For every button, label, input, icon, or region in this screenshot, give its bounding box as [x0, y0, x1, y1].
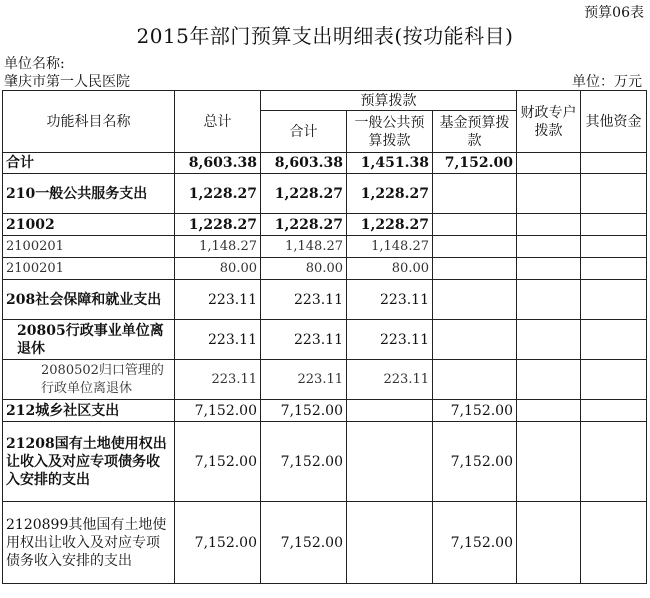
- special-cell: [517, 153, 581, 174]
- subject-cell: 210一般公共服务支出: [3, 174, 175, 214]
- general-cell: 1,148.27: [347, 236, 433, 258]
- special-cell: [517, 174, 581, 214]
- total-cell: 8,603.38: [175, 153, 261, 174]
- header-fund: 基金预算拨款: [433, 111, 517, 153]
- table-row: [3, 174, 647, 214]
- general-cell: 80.00: [347, 258, 433, 280]
- table-row: [3, 236, 647, 258]
- sum-cell: 7,152.00: [261, 502, 347, 584]
- fund-cell: 7,152.00: [433, 400, 517, 422]
- sum-cell: 1,228.27: [261, 214, 347, 236]
- total-cell: 80.00: [175, 258, 261, 280]
- other-cell: [581, 153, 647, 174]
- subject-cell: 212城乡社区支出: [3, 400, 175, 422]
- fund-cell: 7,152.00: [433, 502, 517, 584]
- table-row: [3, 320, 647, 360]
- table-row: [3, 360, 647, 400]
- special-cell: [517, 236, 581, 258]
- total-cell: 1,228.27: [175, 174, 261, 214]
- currency-unit: 单位：万元: [572, 74, 642, 90]
- sum-cell: 223.11: [261, 360, 347, 400]
- total-cell: 7,152.00: [175, 422, 261, 502]
- table-row: [3, 502, 647, 584]
- page-title: 2015年部门预算支出明细表(按功能科目): [136, 24, 514, 48]
- general-cell: 223.11: [347, 320, 433, 360]
- special-cell: [517, 422, 581, 502]
- sum-cell: 223.11: [261, 280, 347, 320]
- sum-cell: 80.00: [261, 258, 347, 280]
- total-cell: 1,148.27: [175, 236, 261, 258]
- fund-cell: 7,152.00: [433, 422, 517, 502]
- form-number: 预算06表: [584, 5, 644, 21]
- sum-cell: 7,152.00: [261, 400, 347, 422]
- subject-cell: 2080502归口管理的行政单位离退休: [3, 360, 175, 400]
- general-cell: 1,451.38: [347, 153, 433, 174]
- general-cell: 1,228.27: [347, 214, 433, 236]
- fund-cell: 7,152.00: [433, 153, 517, 174]
- general-cell: 223.11: [347, 360, 433, 400]
- other-cell: [581, 258, 647, 280]
- fund-cell: [433, 236, 517, 258]
- subject-cell: 2120899其他国有土地使用权出让收入及对应专项债务收入安排的支出: [3, 502, 175, 584]
- subject-cell: 2100201: [3, 236, 175, 258]
- subject-cell: 21208国有土地使用权出让收入及对应专项债务收入安排的支出: [3, 422, 175, 502]
- unit-label: 单位名称:: [4, 56, 65, 72]
- subject-cell: 2100201: [3, 258, 175, 280]
- total-cell: 223.11: [175, 360, 261, 400]
- special-cell: [517, 502, 581, 584]
- table-row: [3, 258, 647, 280]
- total-cell: 223.11: [175, 320, 261, 360]
- special-cell: [517, 280, 581, 320]
- general-cell: [347, 400, 433, 422]
- total-cell: 7,152.00: [175, 400, 261, 422]
- fund-cell: [433, 214, 517, 236]
- fund-cell: [433, 320, 517, 360]
- general-cell: 223.11: [347, 280, 433, 320]
- other-cell: [581, 502, 647, 584]
- header-special: 财政专户拨款: [517, 91, 581, 153]
- budget-table: [2, 90, 647, 584]
- total-cell: 1,228.27: [175, 214, 261, 236]
- header-total: 总计: [175, 91, 261, 153]
- general-cell: 1,228.27: [347, 174, 433, 214]
- sum-cell: 7,152.00: [261, 422, 347, 502]
- table-row: [3, 422, 647, 502]
- subject-cell: 合计: [3, 153, 175, 174]
- special-cell: [517, 400, 581, 422]
- header-other: 其他资金: [581, 91, 647, 153]
- total-cell: 7,152.00: [175, 502, 261, 584]
- subject-cell: 208社会保障和就业支出: [3, 280, 175, 320]
- fund-cell: [433, 280, 517, 320]
- total-cell: 223.11: [175, 280, 261, 320]
- sum-cell: 8,603.38: [261, 153, 347, 174]
- subject-cell: 20805行政事业单位离退休: [3, 320, 175, 360]
- other-cell: [581, 422, 647, 502]
- general-cell: [347, 422, 433, 502]
- table-row: [3, 153, 647, 174]
- other-cell: [581, 280, 647, 320]
- other-cell: [581, 360, 647, 400]
- special-cell: [517, 320, 581, 360]
- sum-cell: 1,228.27: [261, 174, 347, 214]
- other-cell: [581, 236, 647, 258]
- fund-cell: [433, 258, 517, 280]
- header-budget-group: 预算拨款: [261, 91, 517, 111]
- header-subject: 功能科目名称: [3, 91, 175, 153]
- other-cell: [581, 174, 647, 214]
- other-cell: [581, 400, 647, 422]
- sum-cell: 1,148.27: [261, 236, 347, 258]
- other-cell: [581, 214, 647, 236]
- table-row: [3, 214, 647, 236]
- special-cell: [517, 360, 581, 400]
- subject-cell: 21002: [3, 214, 175, 236]
- special-cell: [517, 214, 581, 236]
- table-row: [3, 280, 647, 320]
- sum-cell: 223.11: [261, 320, 347, 360]
- fund-cell: [433, 174, 517, 214]
- general-cell: [347, 502, 433, 584]
- other-cell: [581, 320, 647, 360]
- header-budget-total: 合计: [261, 111, 347, 153]
- table-row: [3, 400, 647, 422]
- special-cell: [517, 258, 581, 280]
- unit-name: 肇庆市第一人民医院: [4, 74, 130, 90]
- fund-cell: [433, 360, 517, 400]
- header-general: 一般公共预算拨款: [347, 111, 433, 153]
